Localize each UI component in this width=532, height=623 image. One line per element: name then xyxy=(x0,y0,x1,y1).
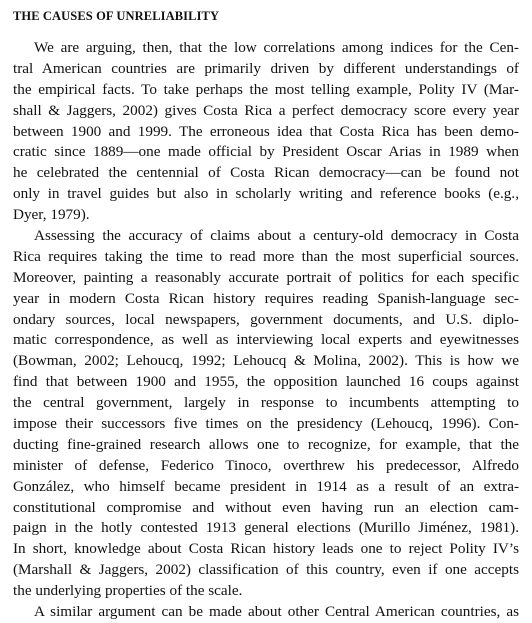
paragraph-1-line-4: shall & Jaggers, 2002) gives Costa Rica a perfect democracy score every year xyxy=(13,101,519,119)
section-heading: THE CAUSES OF UNRELIABILITY xyxy=(13,9,220,23)
paragraph-2-line-1: Assessing the accuracy of claims about a century-old democracy in Costa xyxy=(34,227,519,245)
paragraph-3-line-1: A similar argument can be made about other Central American countries, as xyxy=(34,603,519,621)
paragraph-2-line-4: year in modern Costa Rican history requires reading Spanish-language sec- xyxy=(13,289,519,307)
paragraph-2-line-15: paign in the hotly contested 1913 general elections (Murillo Jiménez, 1981). xyxy=(13,519,519,537)
paragraph-2-line-18: the underlying properties of the scale. xyxy=(13,582,243,600)
paragraph-2-line-16: In short, knowledge about Costa Rican history leads one to reject Polity IV’s xyxy=(13,540,519,558)
paragraph-1-line-5: between 1900 and 1999. The erroneous idea that Costa Rica has been demo- xyxy=(13,122,519,140)
paragraph-1-line-3: the empirical facts. To take perhaps the most telling example, Polity IV (Mar- xyxy=(13,80,519,98)
paragraph-2-line-17: (Marshall & Jaggers, 2002) classification of this country, even if one accepts xyxy=(13,561,519,579)
paragraph-2-line-5: ondary sources, local newspapers, government documents, and U.S. diplo- xyxy=(13,310,519,328)
paragraph-2-line-8: find that between 1900 and 1955, the opposition launched 16 coups against xyxy=(13,373,519,391)
body-text xyxy=(13,38,519,621)
paragraph-2-line-2: Rica requires taking the time to read more than the most superficial sources. xyxy=(13,247,519,265)
paragraph-2-line-13: González, who himself became president in 1914 as a result of an extra- xyxy=(13,477,519,495)
paragraph-1-line-2: tral American countries are primarily driven by different understandings of xyxy=(13,59,519,77)
paragraph-2-line-3: Moreover, painting a reasonably accurate portrait of politics for each specific xyxy=(13,268,519,286)
paragraph-2-line-14: constitutional compromise and without even having run an election cam- xyxy=(13,498,519,516)
paragraph-1-line-6: cratic since 1889—one made official by President Oscar Arias in 1989 when xyxy=(13,143,519,161)
paragraph-1-line-9: Dyer, 1979). xyxy=(13,206,90,224)
paragraph-2-line-7: (Bowman, 2002; Lehoucq, 1992; Lehoucq & Molina, 2002). This is how we xyxy=(13,352,519,370)
paragraph-2-line-11: ducting fine-grained research allows one to recognize, for example, that the xyxy=(13,435,519,453)
paragraph-1-line-8: only in travel guides but also in scholarly writing and reference books (e.g., xyxy=(13,185,519,203)
paragraph-2-line-10: impose their successors five times on the presidency (Lehoucq, 1996). Con- xyxy=(13,415,519,433)
paragraph-2-line-6: matic correspondence, as well as interviewing local experts and eyewitnesses xyxy=(13,331,519,349)
paragraph-2-line-12: minister of defense, Federico Tinoco, overthrew his predecessor, Alfredo xyxy=(13,456,519,474)
paragraph-2-line-9: the central government, largely in response to incumbents attempting to xyxy=(13,394,519,412)
paragraph-1-line-1: We are arguing, then, that the low correlations among indices for the Cen- xyxy=(34,39,519,56)
paragraph-1-line-7: he celebrated the centennial of Costa Rican democracy—can be found not xyxy=(13,164,519,182)
